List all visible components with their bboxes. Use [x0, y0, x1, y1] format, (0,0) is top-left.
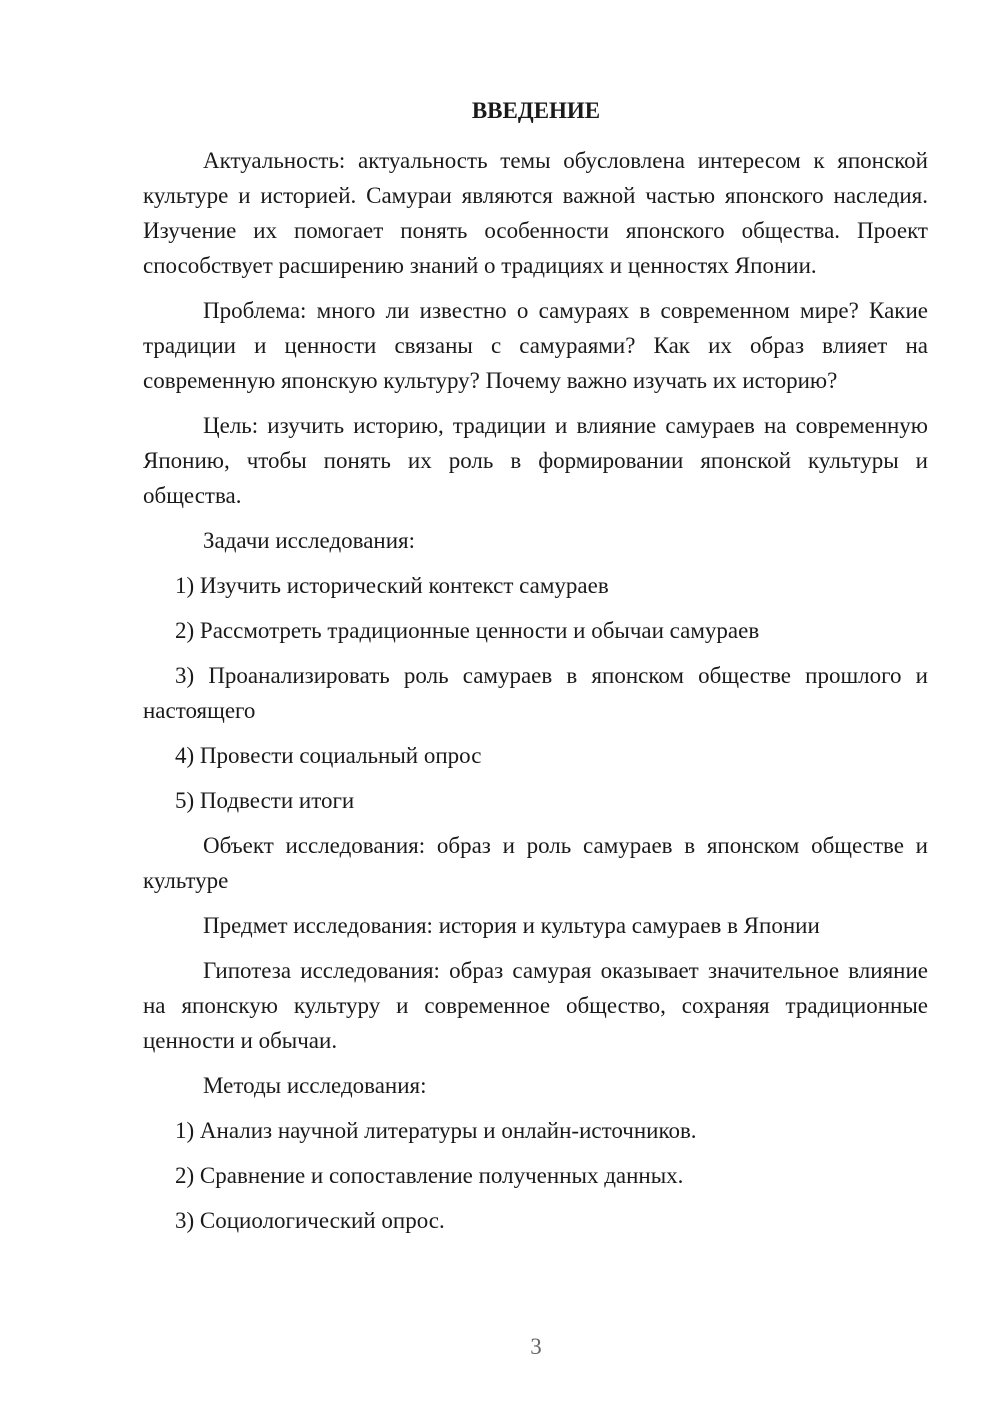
method-item: 2) Сравнение и сопоставление полученных данных.: [175, 1163, 684, 1188]
task-item: 4) Провести социальный опрос: [175, 743, 482, 768]
methods-title: Методы исследования:: [203, 1073, 427, 1098]
tasks-title: Задачи исследования:: [203, 528, 416, 553]
page-number: 3: [530, 1334, 542, 1359]
method-item: 3) Социологический опрос.: [175, 1208, 445, 1233]
method-item: 1) Анализ научной литературы и онлайн-источников.: [175, 1118, 697, 1143]
task-item: 2) Рассмотреть традиционные ценности и обычаи самураев: [175, 618, 760, 643]
task-item: 3) Проанализировать роль самураев в японском обществе прошлого и настоящего: [143, 663, 928, 723]
paragraph-object: Объект исследования: образ и роль самураев в японском обществе и культуре: [143, 833, 928, 893]
task-item: 1) Изучить исторический контекст самураев: [175, 573, 609, 598]
paragraph-goal: Цель: изучить историю, традиции и влияние самураев на современную Японию, чтобы понять их роль в формировании японской культуры и общества.: [143, 413, 928, 508]
document-body: [143, 143, 928, 1248]
paragraph-subject: Предмет исследования: история и культура самураев в Японии: [203, 913, 820, 938]
paragraph-relevance: Актуальность: актуальность темы обусловлена интересом к японской культуре и историей. Самураи являются важной частью японского наследия. Изучение их помогает понять особенности японского общества. Проект способствует расширению знаний о традициях и ценностях Японии.: [143, 148, 928, 278]
section-heading: ВВЕДЕНИЕ: [471, 98, 601, 123]
paragraph-problem: Проблема: много ли известно о самураях в современном мире? Какие традиции и ценности связаны с самураями? Как их образ влияет на современную японскую культуру? Почему важно изучать их историю?: [143, 298, 928, 393]
paragraph-hypothesis: Гипотеза исследования: образ самурая оказывает значительное влияние на японскую культуру и современное общество, сохраняя традиционные ценности и обычаи.: [143, 958, 928, 1053]
task-item: 5) Подвести итоги: [175, 788, 355, 813]
